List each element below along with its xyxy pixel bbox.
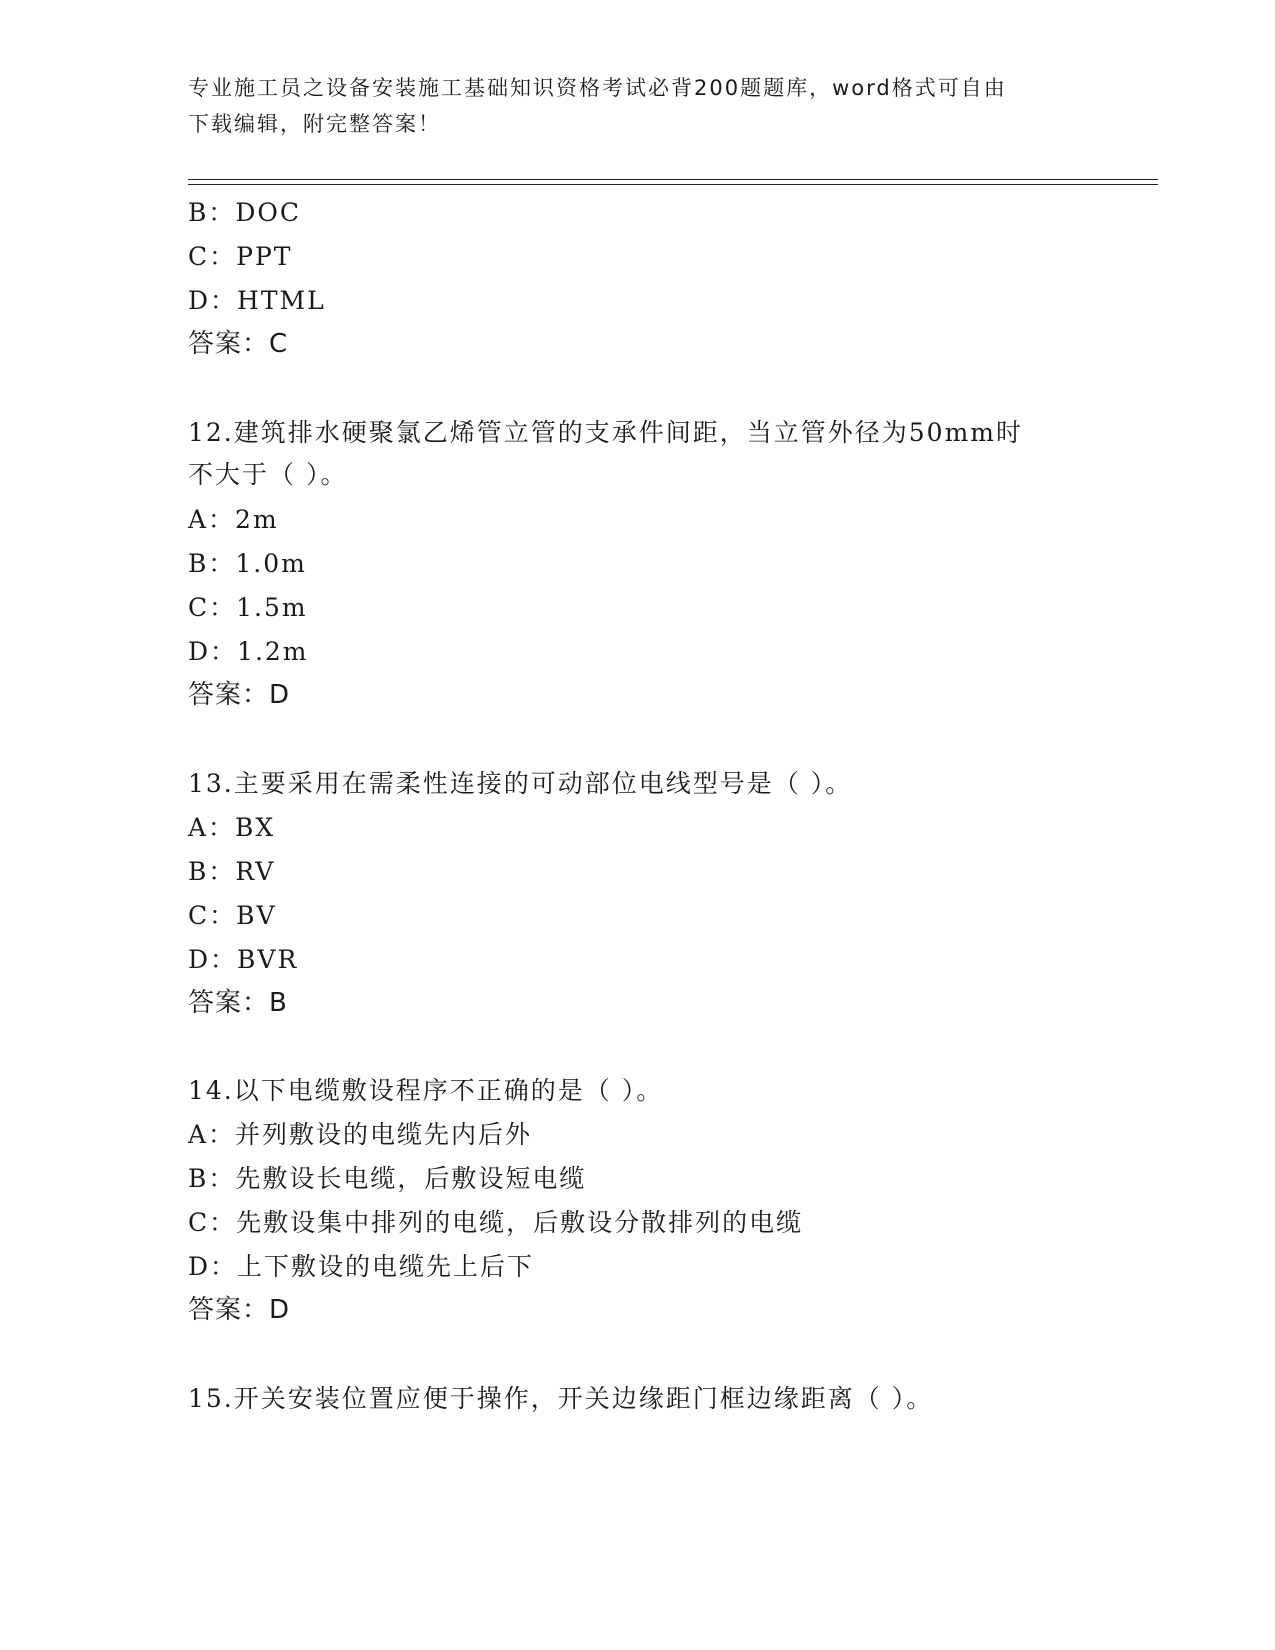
option-c: C：BV <box>188 901 277 930</box>
question-12-line-1: 12.建筑排水硬聚氯乙烯管立管的支承件间距，当立管外径为50mm时 <box>188 418 1023 447</box>
document-header <box>188 70 1088 142</box>
answer: 答案：D <box>188 1295 291 1325</box>
question-15: 15.开关安装位置应便于操作，开关边缘距门框边缘距离（ ）。 <box>188 1384 934 1413</box>
option-d: D：BVR <box>188 945 299 974</box>
answer: 答案：D <box>188 680 291 710</box>
answer: 答案：B <box>188 988 288 1018</box>
question-12-line-2: 不大于（ ）。 <box>188 460 348 489</box>
option-b: B：RV <box>188 857 276 886</box>
question-14: 14.以下电缆敷设程序不正确的是（ ）。 <box>188 1076 664 1105</box>
option-a: A：2m <box>188 505 279 534</box>
header-divider-top <box>188 179 1158 180</box>
option-b: B：1.0m <box>188 549 307 578</box>
answer: 答案：C <box>188 329 289 359</box>
option-c: C：PPT <box>188 242 293 271</box>
option-d: D：1.2m <box>188 637 309 666</box>
header-title-line-2: 下载编辑，附完整答案！ <box>188 112 441 136</box>
header-title-line-1: 专业施工员之设备安装施工基础知识资格考试必背200题题库，word格式可自由 <box>188 76 1007 100</box>
option-a: A：并列敷设的电缆先内后外 <box>188 1120 533 1149</box>
option-d: D：HTML <box>188 286 326 315</box>
question-13: 13.主要采用在需柔性连接的可动部位电线型号是（ ）。 <box>188 769 853 798</box>
option-b: B：DOC <box>188 198 302 227</box>
option-c: C：先敷设集中排列的电缆，后敷设分散排列的电缆 <box>188 1208 804 1237</box>
option-c: C：1.5m <box>188 593 308 622</box>
option-a: A：BX <box>188 813 276 842</box>
header-divider-bottom <box>188 184 1158 185</box>
option-d: D：上下敷设的电缆先上后下 <box>188 1252 535 1281</box>
option-b: B：先敷设长电缆，后敷设短电缆 <box>188 1164 587 1193</box>
